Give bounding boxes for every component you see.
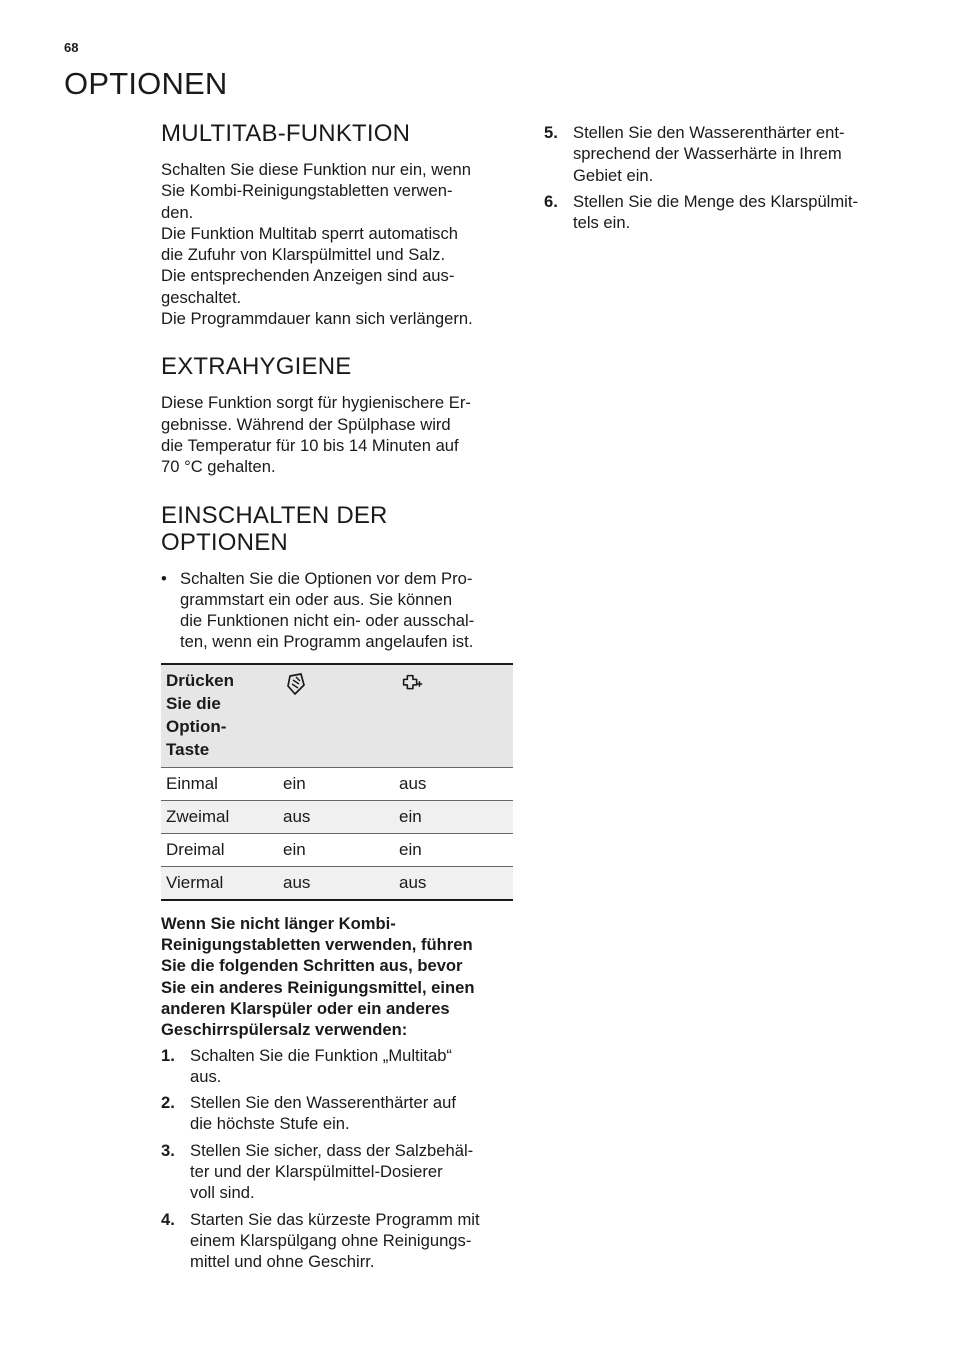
step-number: 5. [544, 123, 558, 142]
einschalten-heading-line2: OPTIONEN [161, 528, 288, 556]
table-cell-press-count: Zweimal [161, 800, 278, 833]
multitab-text-line: Schalten Sie diese Funktion nur ein, wenn [161, 160, 471, 179]
options-table-header [161, 664, 513, 768]
bullet-symbol: • [161, 568, 167, 588]
bullet-item [161, 568, 513, 653]
bullet-text-line: Schalten Sie die Optionen vor dem Pro- [180, 568, 473, 588]
table-cell-extrahygiene: aus [394, 866, 513, 900]
press-option-header-line: Sie die [166, 693, 221, 713]
step-item [544, 122, 904, 186]
step-text-line: sprechend der Wasserhärte in Ihrem [573, 144, 842, 164]
table-cell-extrahygiene: ein [394, 833, 513, 866]
warning-note [161, 913, 513, 1041]
step-item [544, 191, 904, 234]
step-text-line: tels ein. [573, 213, 631, 233]
multitab-tablet-icon [283, 671, 309, 697]
step-text-line: Starten Sie das kürzeste Programm mit [190, 1209, 480, 1229]
multitab-text-line: den. [161, 202, 194, 222]
step-text [190, 1092, 456, 1135]
warning-note-line: Sie ein anderes Reinigungsmittel, einen [161, 977, 475, 997]
step-item [161, 1092, 513, 1135]
multitab-section [161, 120, 513, 329]
page-title: OPTIONEN [64, 66, 228, 101]
bullet-text-line: die Funktionen nicht ein- oder ausschal- [180, 611, 475, 631]
step-text-line: Stellen Sie die Menge des Klarspülmit- [573, 191, 859, 211]
step-text [190, 1140, 473, 1204]
multitab-text [161, 159, 513, 329]
step-text-line: ter und der Klarspülmittel-Dosierer [190, 1162, 443, 1182]
step-number: 1. [161, 1045, 175, 1065]
multitab-text-line: Die Programmdauer kann sich verlängern. [161, 309, 473, 329]
einschalten-heading [161, 502, 513, 556]
press-option-header-line: Taste [166, 739, 210, 759]
step-text-line: Stellen Sie sicher, dass der Salzbehäl- [190, 1140, 474, 1160]
press-option-header-line: Drücken [166, 670, 235, 690]
table-row [161, 833, 513, 866]
multitab-text-line: die Zufuhr von Klarspülmittel und Salz. [161, 245, 446, 265]
table-cell-extrahygiene: aus [394, 767, 513, 800]
extrahygiene-text-line: gebnisse. Während der Spülphase wird [161, 414, 451, 434]
step-text-line: Schalten Sie die Funktion „Multitab“ [190, 1045, 452, 1065]
table-cell-press-count: Einmal [161, 767, 278, 800]
step-item [161, 1140, 513, 1204]
step-text-line: einem Klarspülgang ohne Reinigungs- [190, 1230, 472, 1250]
page-number: 68 [64, 40, 79, 55]
steps-list-left [161, 1045, 513, 1273]
extrahygiene-text-line: Diese Funktion sorgt für hygienischere Er- [161, 393, 471, 413]
einschalten-heading-line1: EINSCHALTEN DER [161, 501, 388, 529]
options-table [161, 663, 513, 901]
step-text [190, 1045, 452, 1088]
table-cell-multitab: ein [278, 833, 394, 866]
step-number: 4. [161, 1209, 175, 1229]
multitab-icon-header [278, 664, 394, 768]
steps-list-right [544, 122, 904, 233]
extrahygiene-text [161, 392, 513, 477]
table-row [161, 800, 513, 833]
multitab-text-line: Die Funktion Multitab sperrt automatisch [161, 223, 458, 243]
table-cell-press-count: Viermal [161, 866, 278, 900]
warning-note-line: Reinigungstabletten verwenden, führen [161, 935, 473, 955]
step-item [161, 1209, 513, 1273]
warning-note-line: anderen Klarspüler oder ein anderes [161, 998, 450, 1018]
extrahygiene-text-line: die Temperatur für 10 bis 14 Minuten auf [161, 435, 459, 455]
table-cell-multitab: aus [278, 800, 394, 833]
step-text-line: aus. [190, 1066, 222, 1086]
press-option-header [161, 664, 278, 768]
right-column [544, 122, 904, 238]
bullet-text-line: ten, wenn ein Programm angelaufen ist. [180, 632, 474, 652]
step-number: 3. [161, 1140, 175, 1160]
table-cell-press-count: Dreimal [161, 833, 278, 866]
table-cell-multitab: ein [278, 767, 394, 800]
warning-note-line: Geschirrspülersalz verwenden: [161, 1020, 408, 1040]
multitab-heading: MULTITAB-FUNKTION [161, 120, 411, 147]
step-item [161, 1045, 513, 1088]
multitab-text-line: Die entsprechenden Anzeigen sind aus- [161, 266, 455, 286]
bullet-text [180, 568, 474, 653]
step-text-line: Gebiet ein. [573, 165, 654, 185]
table-row [161, 866, 513, 900]
step-text-line: mittel und ohne Geschirr. [190, 1252, 375, 1272]
extrahygiene-section [161, 353, 513, 477]
step-number: 6. [544, 191, 558, 211]
step-text-line: die höchste Stufe ein. [190, 1114, 350, 1134]
bullet-text-line: grammstart ein oder aus. Sie können [180, 589, 453, 609]
press-option-header-line: Option- [166, 716, 227, 736]
step-text [190, 1209, 480, 1273]
left-column [161, 120, 513, 1278]
step-text-line: voll sind. [190, 1183, 255, 1203]
step-text [573, 191, 858, 234]
extrahygiene-plus-icon [399, 671, 425, 697]
step-number: 2. [161, 1093, 175, 1113]
extrahygiene-text-line: 70 °C gehalten. [161, 457, 276, 477]
multitab-text-line: Sie Kombi-Reinigungstabletten verwen- [161, 181, 453, 201]
warning-note-line: Wenn Sie nicht länger Kombi- [161, 913, 396, 933]
table-row [161, 767, 513, 800]
multitab-text-line: geschaltet. [161, 287, 242, 307]
table-cell-extrahygiene: ein [394, 800, 513, 833]
step-text-line: Stellen Sie den Wasserenthärter auf [190, 1093, 456, 1113]
step-text [573, 122, 844, 186]
warning-note-line: Sie die folgenden Schritten aus, bevor [161, 956, 463, 976]
extrahygiene-heading: EXTRAHYGIENE [161, 353, 352, 381]
step-text-line: Stellen Sie den Wasserenthärter ent- [573, 123, 845, 142]
extrahygiene-icon-header [394, 664, 513, 768]
einschalten-section [161, 502, 513, 901]
table-cell-multitab: aus [278, 866, 394, 900]
